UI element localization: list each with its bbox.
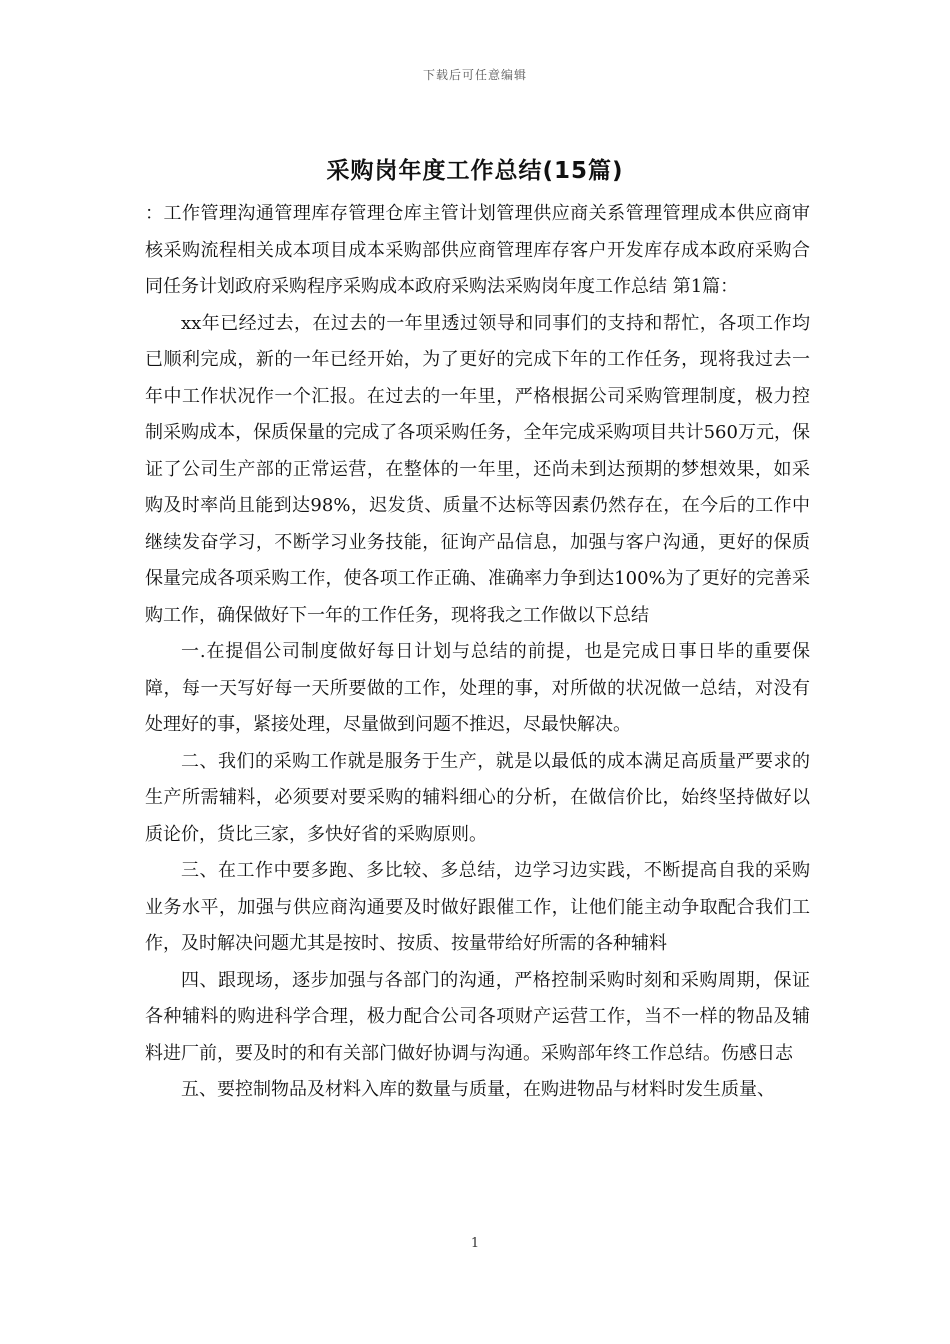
document-body [145, 196, 810, 1109]
document-title: 采购岗年度工作总结(15篇) [326, 158, 624, 184]
paragraph-point-3: 三、在工作中要多跑、多比较、多总结，边学习边实践，不断提高自我的采购业务水平，加强与供应商沟通要及时做好跟催工作，让他们能主动争取配合我们工作，及时解决问题尤其是按时、按质、按量带给好所需的各种辅料 [145, 860, 810, 954]
paragraph-intro: xx年已经过去，在过去的一年里透过领导和同事们的支持和帮忙，各项工作均已顺利完成，新的一年已经开始，为了更好的完成下年的工作任务，现将我过去一年中工作状况作一个汇报。在过去的一年里，严格根据公司采购管理制度，极力控制采购成本，保质保量的完成了各项采购任务，全年完成采购项目共计560万元，保证了公司生产部的正常运营，在整体的一年里，还尚未到达预期的梦想效果，如采购及时率尚且能到达98%，迟发货、质量不达标等因素仍然存在，在今后的工作中继续发奋学习，不断学习业务技能，征询产品信息，加强与客户沟通，更好的保质保量完成各项采购工作，使各项工作正确、准确率力争到达100%为了更好的完善采购工作，确保做好下一年的工作任务，现将我之工作做以下总结 [145, 312, 810, 626]
paragraph-point-5: 五、要控制物品及材料入库的数量与质量，在购进物品与材料时发生质量、 [181, 1079, 775, 1100]
page-number: 1 [470, 1236, 480, 1251]
paragraph-point-1: 一.在提倡公司制度做好每日计划与总结的前提，也是完成日事日毕的重要保障，每一天写好每一天所要做的工作，处理的事，对所做的状况做一总结，对没有处理好的事，紧接处理，尽量做到问题不推迟，尽最快解决。 [145, 641, 810, 735]
header-note: 下载后可任意编辑 [422, 68, 527, 82]
paragraph-keywords: ：工作管理沟通管理库存管理仓库主管计划管理供应商关系管理管理成本供应商审核采购流程相关成本项目成本采购部供应商管理库存客户开发库存成本政府采购合同任务计划政府采购程序采购成本政府采购法采购岗年度工作总结 第1篇： [145, 203, 810, 297]
paragraph-point-2: 二、我们的采购工作就是服务于生产，就是以最低的成本满足高质量严要求的生产所需辅料，必须要对要采购的辅料细心的分析，在做信价比，始终坚持做好以质论价，货比三家，多快好省的采购原则。 [145, 750, 810, 845]
paragraph-point-4: 四、跟现场，逐步加强与各部门的沟通，严格控制采购时刻和采购周期，保证各种辅料的购进科学合理，极力配合公司各项财产运营工作，当不一样的物品及辅料进厂前，要及时的和有关部门做好协调与沟通。采购部年终工作总结。伤感日志 [145, 969, 810, 1064]
